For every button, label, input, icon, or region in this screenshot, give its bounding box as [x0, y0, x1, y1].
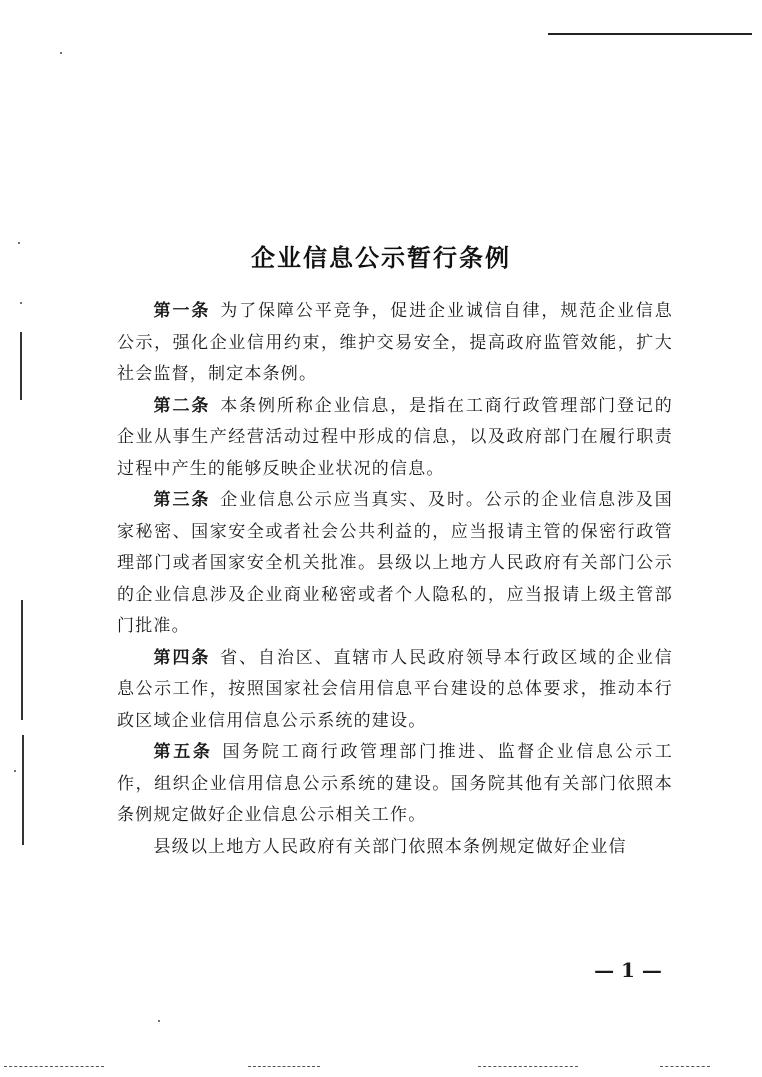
article-paragraph — [117, 391, 673, 486]
article-text: 为了保障公平竞争，促进企业诚信自律，规范企业信息公示，强化企业信用约束，维护交易安全，提高政府监管效能，扩大社会监督，制定本条例。 — [117, 301, 673, 384]
continuation-paragraph — [117, 832, 673, 864]
article-text: 国务院工商行政管理部门推进、监督企业信息公示工作，组织企业信用信息公示系统的建设。国务院其他有关部门依照本条例规定做好企业信息公示相关工作。 — [117, 742, 673, 825]
article-label: 第三条 — [153, 490, 211, 510]
bottom-scan-edge — [478, 1066, 578, 1068]
bottom-scan-edge — [248, 1066, 320, 1068]
article-label: 第一条 — [153, 301, 211, 321]
scan-speck — [60, 52, 62, 54]
binding-mark — [20, 332, 22, 400]
article-label: 第五条 — [153, 742, 213, 762]
article-text: 本条例所称企业信息，是指在工商行政管理部门登记的企业从事生产经营活动过程中形成的信息，以及政府部门在履行职责过程中产生的能够反映企业状况的信息。 — [117, 395, 673, 479]
article-text: 企业信息公示应当真实、及时。公示的企业信息涉及国家秘密、国家安全或者社会公共利益的，应当报请主管的保密行政管理部门或者国家安全机关批准。县级以上地方人民政府有关部门公示的企业信息涉及企业商业秘密或者个人隐私的，应当报请上级主管部门批准。 — [117, 490, 673, 636]
article-paragraph — [117, 296, 673, 391]
header-rule — [548, 33, 752, 35]
bottom-scan-edge — [660, 1066, 710, 1068]
document-title: 企业信息公示暂行条例 — [251, 244, 511, 272]
binding-mark — [22, 735, 24, 845]
article-paragraph — [117, 737, 673, 832]
article-paragraph — [117, 485, 673, 643]
body-text — [117, 296, 673, 863]
page-number: — 1 — — [594, 958, 662, 982]
binding-mark — [21, 600, 23, 720]
bottom-scan-edge — [4, 1066, 104, 1068]
article-label: 第二条 — [153, 395, 211, 416]
paragraph-text: 县级以上地方人民政府有关部门依照本条例规定做好企业信 — [153, 836, 627, 857]
article-label: 第四条 — [153, 647, 211, 668]
article-text: 省、自治区、直辖市人民政府领导本行政区域的企业信息公示工作，按照国家社会信用信息平台建设的总体要求，推动本行政区域企业信用信息公示系统的建设。 — [117, 647, 673, 731]
scan-speck — [158, 1020, 160, 1022]
scan-speck — [20, 302, 22, 304]
article-paragraph — [117, 643, 673, 738]
scan-speck — [14, 770, 16, 772]
